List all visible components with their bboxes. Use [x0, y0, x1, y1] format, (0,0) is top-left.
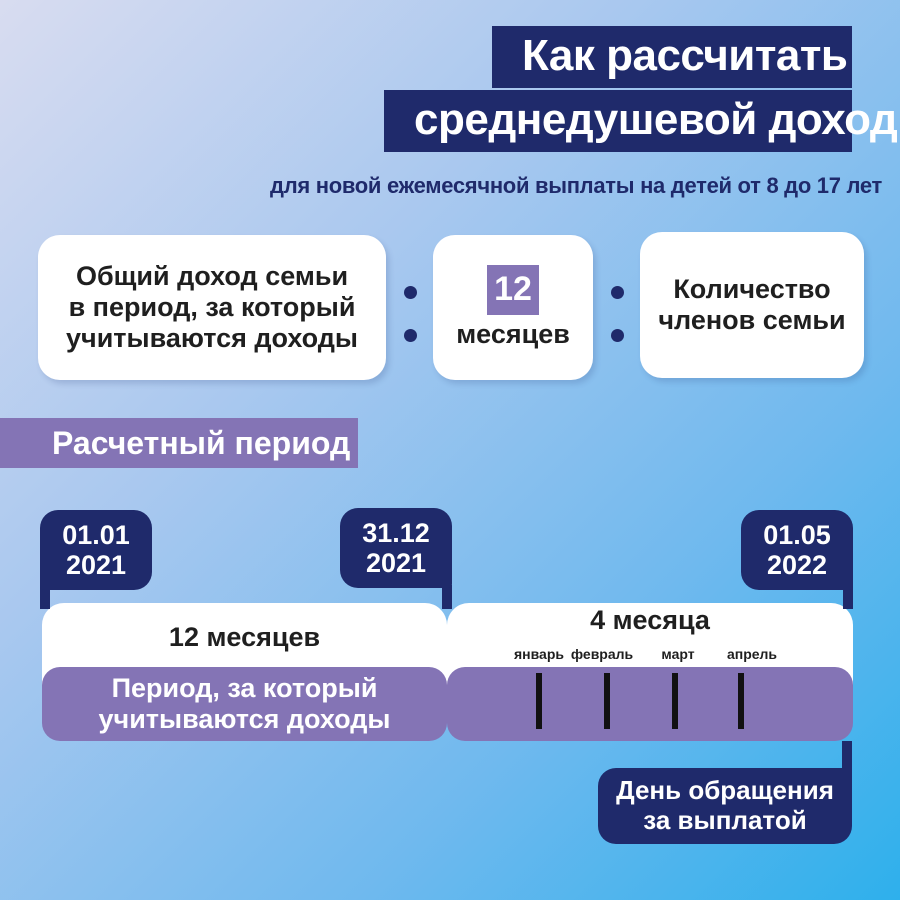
application-day-box — [598, 768, 852, 844]
members-line-2: членов семьи — [658, 305, 846, 335]
month-tick — [536, 673, 542, 729]
month-label-february: февраль — [570, 646, 634, 662]
division-sign-icon — [610, 286, 624, 342]
date-pointer — [442, 585, 452, 609]
date-tab-start — [40, 510, 152, 590]
month-label-march: март — [661, 646, 695, 662]
income-period-bar — [42, 667, 447, 741]
date-tab-end-of-period — [340, 508, 452, 588]
month-tick — [672, 673, 678, 729]
title-line-1: Как рассчитать — [492, 26, 852, 88]
income-period-line-1: Период, за который — [111, 672, 378, 703]
end-day: 01.05 — [763, 519, 831, 550]
months-card — [433, 235, 593, 380]
income-line-2: в период, за который — [68, 291, 356, 322]
months-word: месяцев — [456, 318, 570, 349]
income-period-line-2: учитываются доходы — [98, 704, 391, 734]
months-strip — [447, 667, 853, 741]
twelve-months-label: 12 месяцев — [168, 622, 321, 652]
apply-line-2: за выплатой — [643, 805, 807, 835]
end-year: 2022 — [766, 550, 828, 580]
month-label-january: январь — [514, 646, 564, 662]
members-line-1: Количество — [673, 273, 831, 304]
title-line-2: среднедушевой доход — [384, 90, 852, 152]
total-income-card — [38, 235, 386, 380]
months-number-badge: 12 — [487, 265, 539, 315]
family-members-card — [640, 232, 864, 378]
apply-line-1: День обращения — [616, 775, 834, 806]
mid-day: 31.12 — [362, 517, 430, 548]
start-year: 2021 — [65, 550, 127, 580]
month-tick — [604, 673, 610, 729]
income-line-3: учитываются доходы — [66, 323, 358, 354]
income-line-1: Общий доход семьи — [75, 260, 349, 291]
month-tick — [738, 673, 744, 729]
division-sign-icon — [403, 286, 417, 342]
month-label-april: апрель — [726, 646, 778, 662]
four-months-label: 4 месяца — [590, 605, 710, 635]
date-tab-application — [741, 510, 853, 590]
period-heading: Расчетный период — [0, 418, 358, 468]
subtitle: для новой ежемесячной выплаты на детей от 8 до 17 лет — [270, 173, 882, 198]
mid-year: 2021 — [365, 548, 427, 578]
start-day: 01.01 — [62, 519, 130, 550]
